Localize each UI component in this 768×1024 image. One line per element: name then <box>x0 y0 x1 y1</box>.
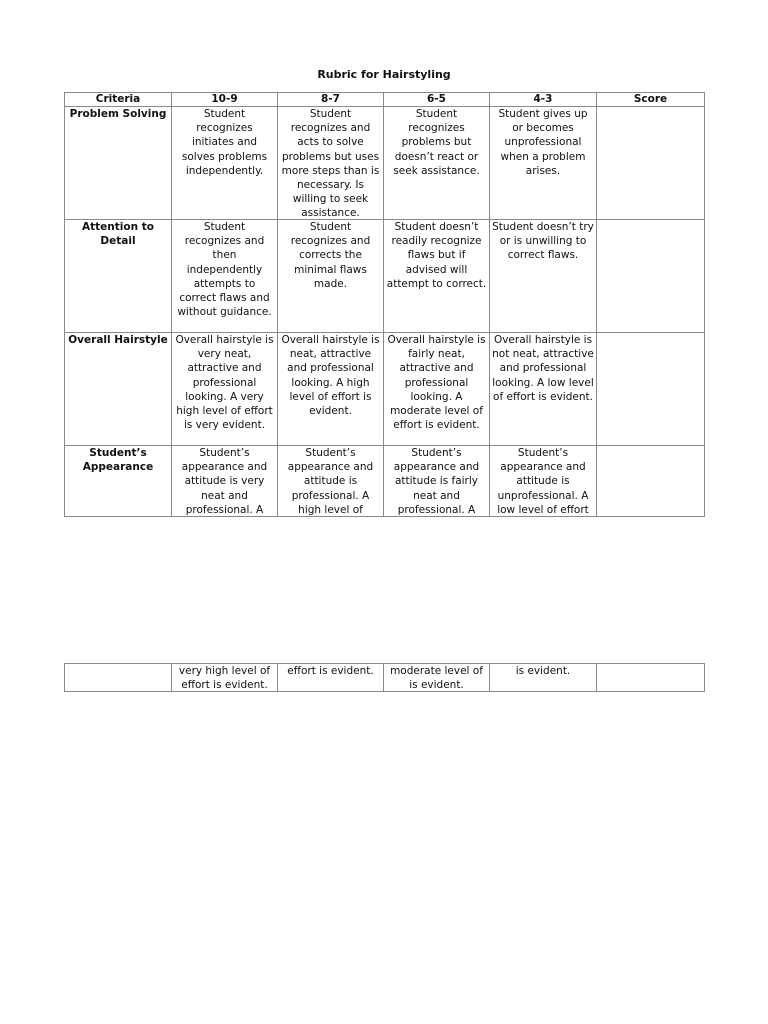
criteria-cell <box>65 446 172 517</box>
rubric-table-continuation <box>64 663 705 692</box>
rubric-cell <box>384 220 490 333</box>
cell-text: Overall hairstyle is neat, attractive and professional looking. A high level of effort is evident. <box>281 334 380 418</box>
rubric-cell <box>490 664 597 692</box>
cell-text: Student recognizes and acts to solve problems but uses more steps than is necessary. Is willing to seek assistance. <box>281 108 380 219</box>
rubric-cell <box>172 220 278 333</box>
rubric-cell <box>384 446 490 517</box>
cell-text: Student recognizes and then independently attempts to correct flaws and without guidance. <box>177 221 272 319</box>
cell-text: Student’s appearance and attitude is very neat and professional. A <box>181 447 268 516</box>
header-10-9: 10-9 <box>172 93 278 107</box>
rubric-cell <box>490 107 597 220</box>
cell-text: Student doesn’t try or is unwilling to correct flaws. <box>492 221 594 262</box>
criteria-label: Overall Hairstyle <box>68 334 168 346</box>
table-row <box>65 664 705 692</box>
rubric-cell <box>172 107 278 220</box>
rubric-cell <box>278 664 384 692</box>
score-value <box>599 333 702 445</box>
header-row <box>65 93 705 107</box>
table-row <box>65 333 705 446</box>
score-value <box>599 664 702 691</box>
cell-text: moderate level of is evident. <box>390 665 483 691</box>
rubric-cell <box>490 446 597 517</box>
cell-text: Student recognizes and corrects the minimal flaws made. <box>290 221 371 290</box>
rubric-cell <box>384 664 490 692</box>
score-cell <box>597 333 705 446</box>
criteria-cell <box>65 107 172 220</box>
cell-text: Student doesn’t readily recognize flaws but if advised will attempt to correct. <box>386 221 487 290</box>
rubric-cell <box>278 333 384 446</box>
header-4-3: 4-3 <box>490 93 597 107</box>
rubric-cell <box>384 333 490 446</box>
cell-text: Student gives up or becomes unprofessional when a problem arises. <box>498 108 588 177</box>
criteria-label: Attention to Detail <box>82 221 154 248</box>
table-row <box>65 220 705 333</box>
cell-text: Student recognizes problems but doesn’t react or seek assistance. <box>393 108 480 177</box>
score-value <box>599 107 702 219</box>
header-criteria: Criteria <box>65 93 172 107</box>
criteria-label: Student’s Appearance <box>82 447 154 474</box>
header-6-5: 6-5 <box>384 93 490 107</box>
rubric-cell <box>172 664 278 692</box>
header-score: Score <box>597 93 705 107</box>
criteria-label <box>67 664 169 691</box>
cell-text: Student recognizes initiates and solves problems independently. <box>181 108 268 177</box>
rubric-cell <box>278 446 384 517</box>
header-8-7: 8-7 <box>278 93 384 107</box>
criteria-cell <box>65 333 172 446</box>
score-value <box>599 220 702 332</box>
cell-text: Overall hairstyle is very neat, attractive and professional looking. A very high level of effort is very evident. <box>175 334 274 432</box>
rubric-table <box>64 92 705 517</box>
cell-text: Student’s appearance and attitude is fairly neat and professional. A <box>393 447 480 516</box>
criteria-cell <box>65 664 172 692</box>
rubric-cell <box>490 333 597 446</box>
rubric-cell <box>278 107 384 220</box>
cell-text: Overall hairstyle is fairly neat, attractive and professional looking. A moderate level of effort is evident. <box>387 334 486 432</box>
rubric-cell <box>172 333 278 446</box>
cell-text: Overall hairstyle is not neat, attractive and professional looking. A low level of effort is evident. <box>492 334 594 403</box>
rubric-cell <box>384 107 490 220</box>
table-row <box>65 107 705 220</box>
cell-text: is evident. <box>515 665 571 677</box>
rubric-cell <box>490 220 597 333</box>
score-cell <box>597 220 705 333</box>
score-cell <box>597 664 705 692</box>
cell-text: effort is evident. <box>287 665 374 677</box>
cell-text: Student’s appearance and attitude is unprofessional. A low level of effort <box>497 447 589 516</box>
document-title: Rubric for Hairstyling <box>317 68 451 81</box>
score-cell <box>597 107 705 220</box>
criteria-cell <box>65 220 172 333</box>
rubric-cell <box>278 220 384 333</box>
score-cell <box>597 446 705 517</box>
table-row <box>65 446 705 517</box>
criteria-label: Problem Solving <box>69 108 167 120</box>
rubric-cell <box>172 446 278 517</box>
cell-text: Student’s appearance and attitude is professional. A high level of <box>287 447 374 516</box>
cell-text: very high level of effort is evident. <box>178 665 271 691</box>
score-value <box>599 446 702 516</box>
